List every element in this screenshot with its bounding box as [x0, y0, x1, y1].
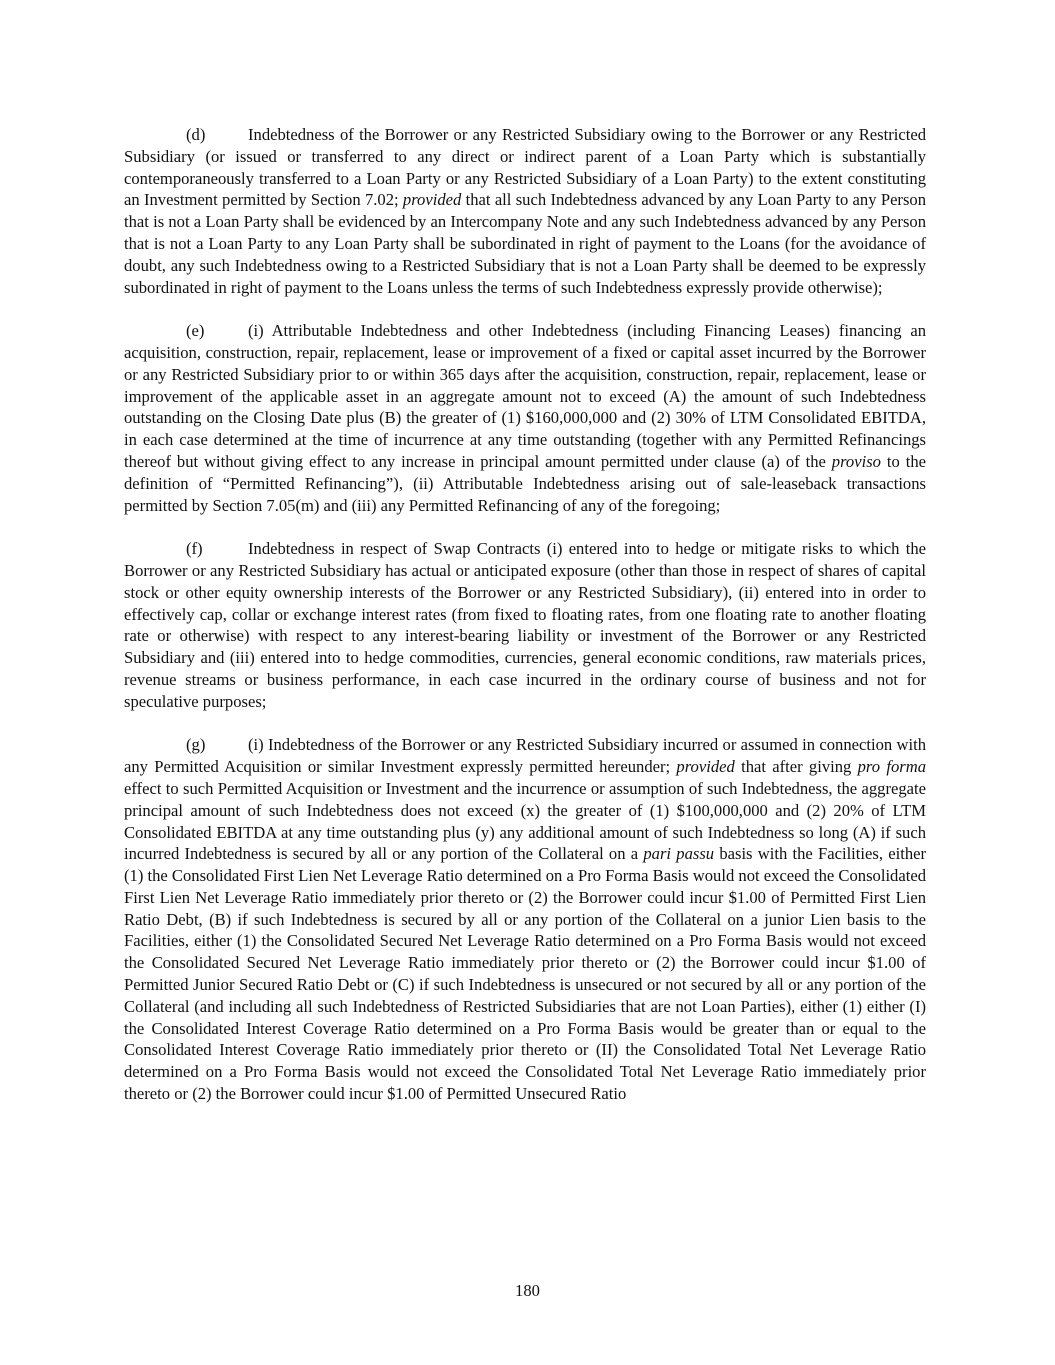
- page-number: 180: [515, 1281, 540, 1300]
- paragraph-text: (i) Attributable Indebtedness and other Indebtedness (including Financing Leases) financing an acquisition, construction, repair, replacement, lease or improvement of a fixed or capital asset incurred by the Borrower or any Restricted Subsidiary prior to or within 365 days after the acquisition, construction, repair, replacement, lease or improvement of the applicable asset in an aggregate amount not to exceed (A) the amount of such Indebtedness outstanding on the Closing Date plus (B) the greater of (1) $160,000,000 and (2) 30% of LTM Consolidated EBITDA, in each case determined at the time of incurrence at any time outstanding (together with any Permitted Refinancings thereof but without giving effect to any increase in principal amount permitted under clause (a) of the: [124, 321, 926, 471]
- paragraph-label: (g): [186, 735, 206, 755]
- paragraph-text-italic: pari passu: [643, 844, 715, 864]
- document-body: [124, 124, 926, 1127]
- paragraph-text: (i) Indebtedness of the Borrower or any Restricted Subsidiary incurred or assumed in connection with any Permitted Acquisition or similar Investment expressly permitted hereunder;: [124, 735, 926, 777]
- paragraph-text-italic: proviso: [831, 451, 881, 471]
- paragraph-g: [124, 734, 926, 1105]
- paragraph-text-italic: pro forma: [857, 757, 926, 777]
- paragraph-text: effect to such Permitted Acquisition or Investment and the incurrence or assumption of such Indebtedness, the aggregate principal amount of such Indebtedness does not exceed (x) the greater of (1) $100,000,000 and (2) 20% of LTM Consolidated EBITDA at any time outstanding plus (y) any additional amount of such Indebtedness so long (A) if such incurred Indebtedness is secured by all or any portion of the Collateral on a: [124, 778, 926, 864]
- paragraph-text: Indebtedness in respect of Swap Contracts (i) entered into to hedge or mitigate risks to which the Borrower or any Restricted Subsidiary has actual or anticipated exposure (other than those in respect of shares of capital stock or other equity ownership interests of the Borrower or any Restricted Subsidiary), (ii) entered into in order to effectively cap, collar or exchange interest rates (from fixed to floating rates, from one floating rate to another floating rate or otherwise) with respect to any interest-bearing liability or investment of the Borrower or any Restricted Subsidiary and (iii) entered into to hedge commodities, currencies, general economic conditions, raw materials prices, revenue streams or business performance, in each case incurred in the ordinary course of business and not for speculative purposes;: [124, 539, 926, 711]
- paragraph-text: that all such Indebtedness advanced by any Loan Party to any Person that is not a Loan Party shall be evidenced by an Intercompany Note and any such Indebtedness advanced by any Person that is not a Loan Party to any Loan Party shall be subordinated in right of payment to the Loans (for the avoidance of doubt, any such Indebtedness owing to a Restricted Subsidiary that is not a Loan Party shall be deemed to be expressly subordinated in right of payment to the Loans unless the terms of such Indebtedness expressly provide otherwise);: [124, 190, 927, 297]
- paragraph-text-italic: provided: [676, 757, 735, 777]
- paragraph-text: that after giving: [734, 757, 858, 777]
- paragraph-f: [124, 538, 926, 712]
- paragraph-label: (d): [186, 125, 206, 144]
- paragraph-text-italic: provided: [402, 190, 462, 210]
- paragraph-text: Indebtedness of the Borrower or any Restricted Subsidiary owing to the Borrower or any Restricted Subsidiary (or issued or transferred to any direct or indirect parent of a Loan Party which is substantially contemporaneously transferred to a Loan Party or any Restricted Subsidiary of a Loan Party) to the extent constituting an Investment permitted by Section 7.02;: [124, 125, 926, 210]
- paragraph-text: to the definition of “Permitted Refinancing”), (ii) Attributable Indebtedness arising out of sale-leaseback transactions permitted by Section 7.05(m) and (iii) any Permitted Refinancing of any of the foregoing;: [124, 451, 926, 515]
- paragraph-d: [124, 124, 926, 298]
- paragraph-label: (f): [186, 539, 203, 559]
- paragraph-label: (e): [186, 321, 205, 341]
- paragraph-e: [124, 320, 926, 516]
- paragraph-text: basis with the Facilities, either (1) the Consolidated First Lien Net Leverage Ratio determined on a Pro Forma Basis would not exceed the Consolidated First Lien Net Leverage Ratio immediately prior thereto or (2) the Borrower could incur $1.00 of Permitted First Lien Ratio Debt, (B) if such Indebtedness is secured by all or any portion of the Collateral on a junior Lien basis to the Facilities, either (1) the Consolidated Secured Net Leverage Ratio determined on a Pro Forma Basis would not exceed the Consolidated Secured Net Leverage Ratio immediately prior thereto or (2) the Borrower could incur $1.00 of Permitted Junior Secured Ratio Debt or (C) if such Indebtedness is unsecured or not secured by all or any portion of the Collateral (and including all such Indebtedness of Restricted Subsidiaries that are not Loan Parties), either (1) either (I) the Consolidated Interest Coverage Ratio determined on a Pro Forma Basis would be greater than or equal to the Consolidated Interest Coverage Ratio immediately prior thereto or (II) the Consolidated Total Net Leverage Ratio determined on a Pro Forma Basis would not exceed the Consolidated Total Net Leverage Ratio immediately prior thereto or (2) the Borrower could incur $1.00 of Permitted Unsecured Ratio: [124, 844, 927, 1104]
